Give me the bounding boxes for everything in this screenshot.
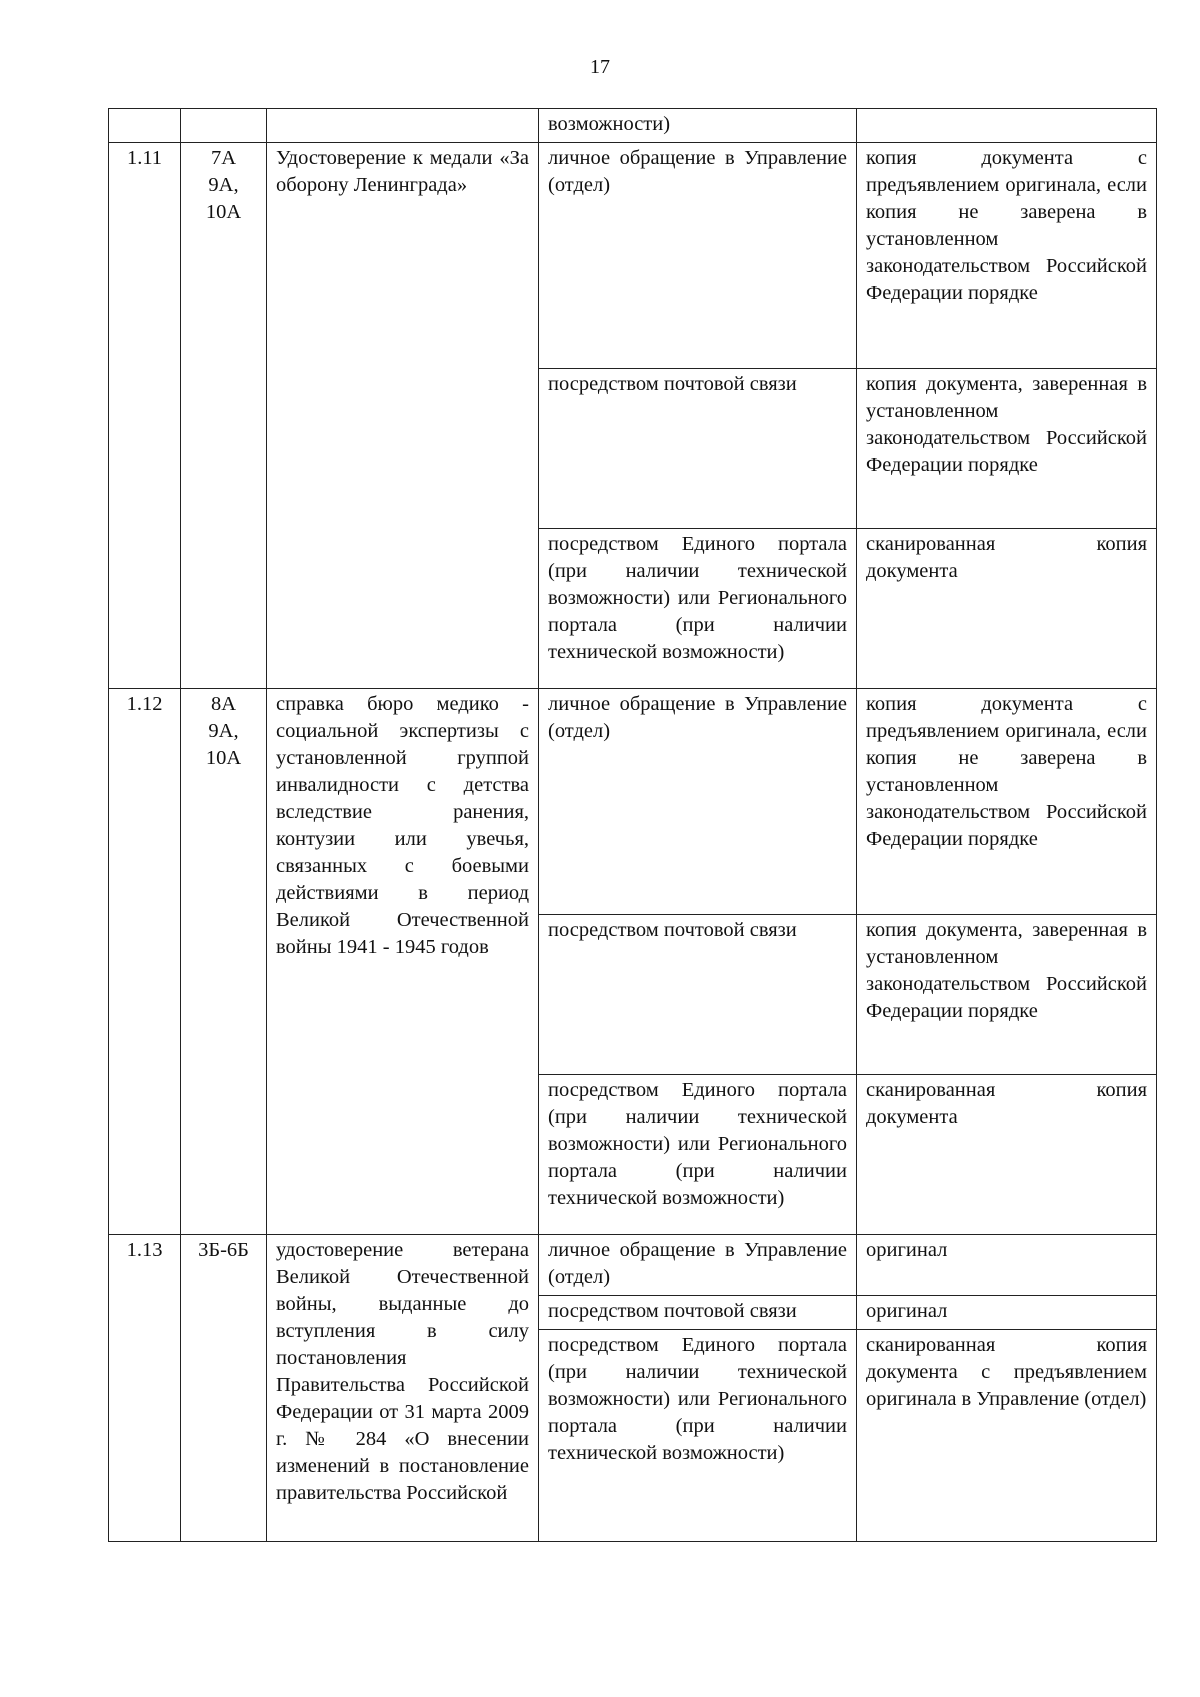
cell-method: личное обращение в Управление (отдел) (539, 143, 857, 369)
table-row (109, 143, 1157, 369)
cell-form (857, 109, 1157, 143)
cell-form: копия документа с предъявлением оригинала, если копия не заверена в установленном законодательством Российской Федерации порядке (857, 689, 1157, 915)
cell-method: посредством почтовой связи (539, 1296, 857, 1330)
cell-num (109, 109, 181, 143)
cell-document (267, 109, 539, 143)
cell-code (181, 143, 267, 689)
cell-form: оригинал (857, 1296, 1157, 1330)
code-line: 9А, (208, 174, 239, 196)
cell-form: копия документа с предъявлением оригинала, если копия не заверена в установленном законодательством Российской Федерации порядке (857, 143, 1157, 369)
code-line: 10А (205, 201, 242, 223)
cell-document: Удостоверение к медали «За оборону Ленинграда» (267, 143, 539, 689)
cell-method: посредством Единого портала (при наличии технической возможности) или Регионального портала (при наличии технической возможности) (539, 529, 857, 689)
cell-code (181, 689, 267, 1235)
code-line: 3Б-6Б (198, 1239, 249, 1261)
table-row-continuation (109, 109, 1157, 143)
cell-num: 1.13 (109, 1235, 181, 1542)
table-row (109, 689, 1157, 915)
documents-table (108, 108, 1157, 1542)
cell-method: посредством почтовой связи (539, 369, 857, 529)
cell-method: возможности) (539, 109, 857, 143)
code-line: 10А (205, 747, 242, 769)
cell-form: оригинал (857, 1235, 1157, 1296)
cell-code (181, 1235, 267, 1542)
cell-method: посредством Единого портала (при наличии технической возможности) или Регионального портала (при наличии технической возможности) (539, 1330, 857, 1542)
code-line: 9А, (208, 720, 239, 742)
code-line: 7А (210, 147, 237, 169)
table-row (109, 1235, 1157, 1296)
page-number: 17 (590, 56, 610, 78)
cell-form: сканированная копия документа (857, 529, 1157, 689)
code-line: 8А (210, 693, 237, 715)
cell-document: удостоверение ветерана Великой Отечественной войны, выданные до вступления в силу постановления Правительства Российской Федерации от 31 марта 2009 г. № 284 «О внесении изменений в постановление правительства Российской (267, 1235, 539, 1542)
cell-num: 1.12 (109, 689, 181, 1235)
cell-method: посредством Единого портала (при наличии технической возможности) или Регионального портала (при наличии технической возможности) (539, 1075, 857, 1235)
cell-code (181, 109, 267, 143)
cell-method: посредством почтовой связи (539, 915, 857, 1075)
cell-method: личное обращение в Управление (отдел) (539, 689, 857, 915)
cell-method: личное обращение в Управление (отдел) (539, 1235, 857, 1296)
cell-form: сканированная копия документа (857, 1075, 1157, 1235)
cell-form: копия документа, заверенная в установленном законодательством Российской Федерации порядке (857, 369, 1157, 529)
cell-form: сканированная копия документа с предъявлением оригинала в Управление (отдел) (857, 1330, 1157, 1542)
cell-form: копия документа, заверенная в установленном законодательством Российской Федерации порядке (857, 915, 1157, 1075)
cell-num: 1.11 (109, 143, 181, 689)
cell-document: справка бюро медико - социальной экспертизы с установленной группой инвалидности с детства вследствие ранения, контузии или увечья, связанных с боевыми действиями в период Великой Отечественной войны 1941 - 1945 годов (267, 689, 539, 1235)
